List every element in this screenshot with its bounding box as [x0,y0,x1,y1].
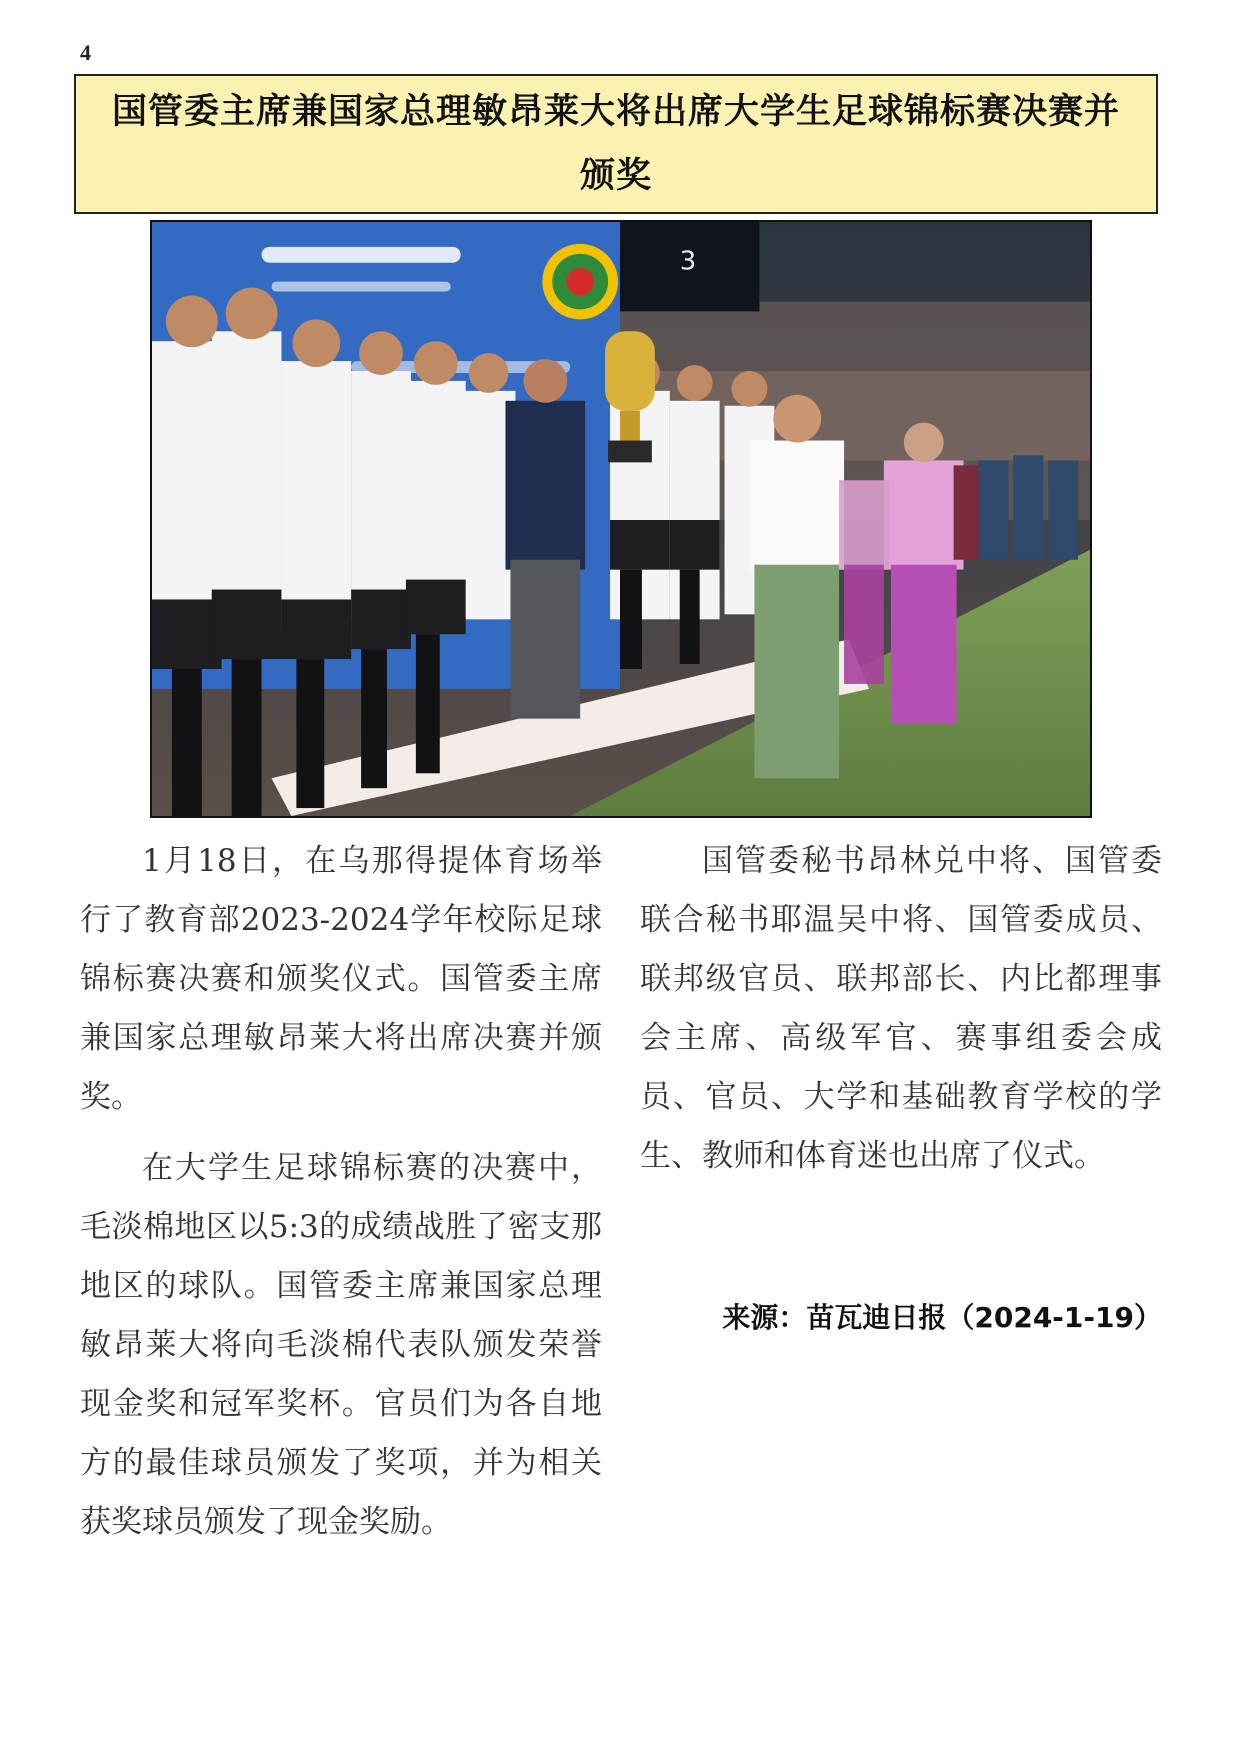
article-left-column [80,832,602,1552]
svg-text:3: 3 [679,246,697,277]
article-paragraph: 1月18日，在乌那得提体育场举行了教育部2023-2024学年校际足球锦标赛决赛和颁奖仪式。国管委主席兼国家总理敏昂莱大将出席决赛并颁奖。 [80,843,602,1115]
trophy-icon [605,331,655,462]
title-banner [74,74,1158,214]
page-number: 4 [80,40,91,65]
award-ceremony-photo [152,222,1090,816]
article-right-column [640,832,1162,1186]
article-title: 国管委主席兼国家总理敏昂莱大将出席大学生足球锦标赛决赛并颁奖 [111,92,1120,196]
article-photo [150,220,1092,818]
article-paragraph: 在大学生足球锦标赛的决赛中，毛淡棉地区以5:3的成绩战胜了密支那地区的球队。国管委主席兼国家总理敏昂莱大将向毛淡棉代表队颁发荣誉现金奖和冠军奖杯。官员们为各自地方的最佳球员颁发了奖项，并为相关获奖球员颁发了现金奖励。 [80,1150,602,1540]
article-source: 来源：苗瓦迪日报（2024-1-19） [722,1301,1162,1334]
article-paragraph: 国管委秘书昂林兑中将、国管委联合秘书耶温吴中将、国管委成员、联邦级官员、联邦部长、内比都理事会主席、高级军官、赛事组委会成员、官员、大学和基础教育学校的学生、教师和体育迷也出席了仪式。 [640,843,1162,1174]
